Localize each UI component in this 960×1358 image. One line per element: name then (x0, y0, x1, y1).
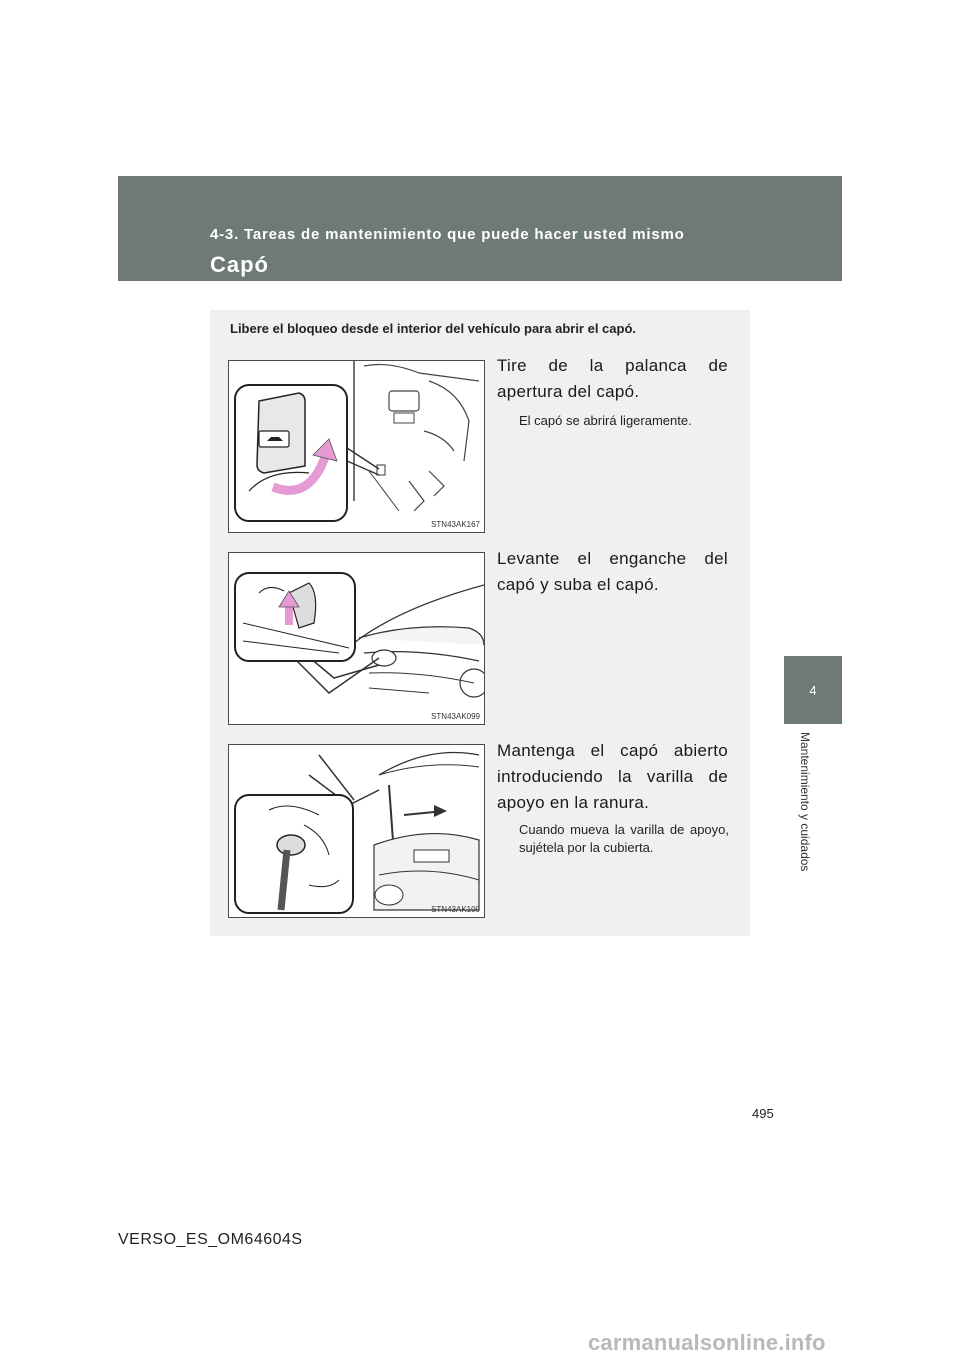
step-1-figure (228, 360, 485, 533)
support-rod-illustration (229, 745, 484, 917)
page-title: Capó (210, 252, 269, 277)
chapter-label: Mantenimiento y cuidados (798, 732, 812, 872)
chapter-tab[interactable] (784, 656, 842, 724)
watermark: carmanualsonline.info (588, 1330, 826, 1355)
step-1-note: El capó se abrirá ligeramente. (519, 413, 692, 428)
page-number: 495 (752, 1106, 774, 1121)
figure-code: STN43AK099 (431, 712, 480, 721)
document-code: VERSO_ES_OM64604S (118, 1231, 303, 1248)
step-2-figure (228, 552, 485, 725)
section-title: 4-3. Tareas de mantenimiento que puede hacer usted mismo (210, 226, 685, 243)
step-3-note: Cuando mueva la varilla de apoyo, sujétela por la cubierta. (519, 822, 729, 855)
hood-latch-illustration (229, 553, 484, 724)
intro-text: Libere el bloqueo desde el interior del vehículo para abrir el capó. (230, 321, 637, 336)
figure-code: STN43AK100 (431, 905, 480, 914)
figure-code: STN43AK167 (431, 520, 480, 529)
step-3-text: Mantenga el capó abierto introduciendo la varilla de apoyo en la ranura. (497, 741, 728, 812)
chapter-number: 4 (809, 682, 817, 698)
step-3-figure (228, 744, 485, 918)
step-2-text: Levante el enganche del capó y suba el capó. (497, 549, 728, 594)
step-1-text: Tire de la palanca de apertura del capó. (497, 356, 728, 401)
hood-lever-illustration (229, 361, 484, 532)
